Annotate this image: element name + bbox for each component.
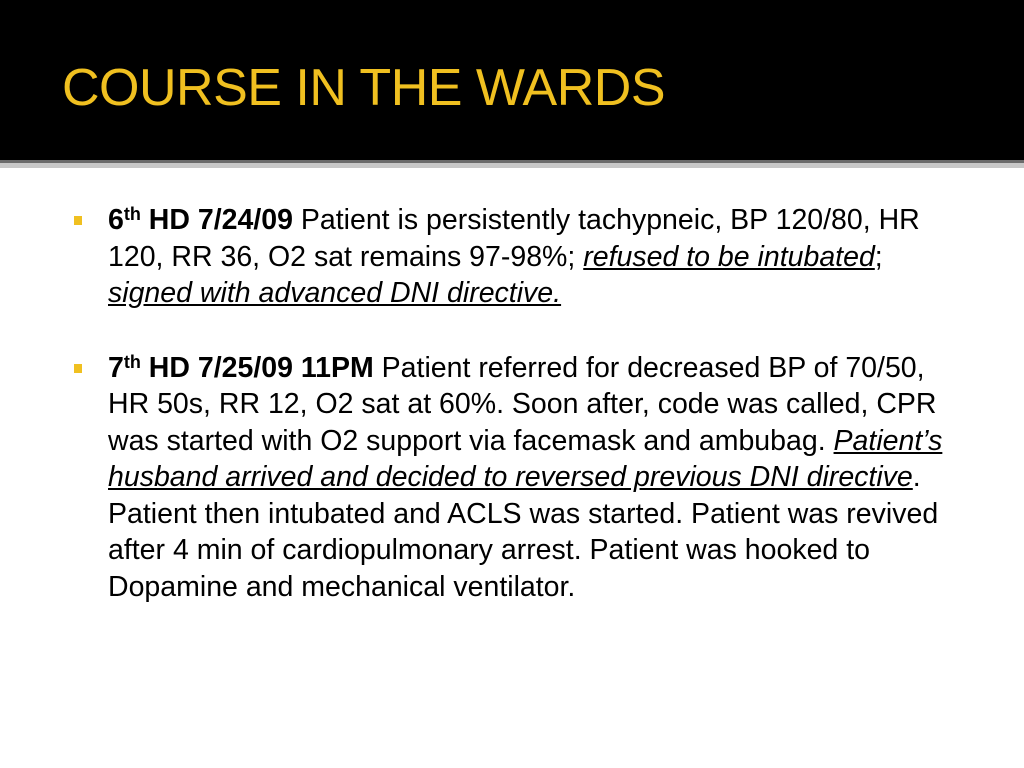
slide-title: COURSE IN THE WARDS — [62, 59, 665, 117]
title-band — [0, 0, 1024, 160]
bullet-marker-icon — [74, 216, 82, 225]
bullet-item-6th-hd — [68, 202, 968, 312]
bullet-lead-date: HD 7/24/09 — [140, 204, 293, 236]
bullet-item-7th-hd — [68, 350, 968, 606]
bullet-text: Patient referred for decreased BP of 70/50, HR 50s, RR 12, O2 sat at 60%. Soon after, code was called, CPR was started with O2 support via facemask and ambubag. — [108, 351, 937, 457]
bullet-emphasis: refused to be intubated — [583, 240, 875, 273]
bullet-text-continued: . Patient then intubated and ACLS was started. Patient was revived after 4 min of cardiopulmonary arrest. Patient was hooked to Dopamine and mechanical ventilator. — [108, 461, 939, 603]
bullet-lead-date: HD 7/25/09 11PM — [140, 351, 374, 384]
bullet-lead — [108, 204, 293, 236]
slide-body — [68, 202, 968, 605]
bullet-emphasis: signed with advanced DNI directive. — [108, 277, 562, 309]
bullet-emphasis: Patient’s husband arrived and decided to reversed previous DNI directive — [108, 424, 943, 493]
bullet-separator: ; — [874, 240, 883, 273]
bullet-lead-ordinal: th — [123, 351, 141, 372]
title-divider-shadow — [0, 163, 1024, 168]
bullet-marker-icon — [74, 364, 82, 373]
bullet-lead-number: 6 — [108, 204, 124, 236]
bullet-text: Patient is persistently tachypneic, BP 120/80, HR 120, RR 36, O2 sat remains 97-98%; — [108, 204, 920, 273]
bullet-lead-ordinal: th — [123, 204, 141, 224]
bullet-lead-number: 7 — [108, 351, 124, 384]
bullet-lead — [108, 352, 374, 384]
